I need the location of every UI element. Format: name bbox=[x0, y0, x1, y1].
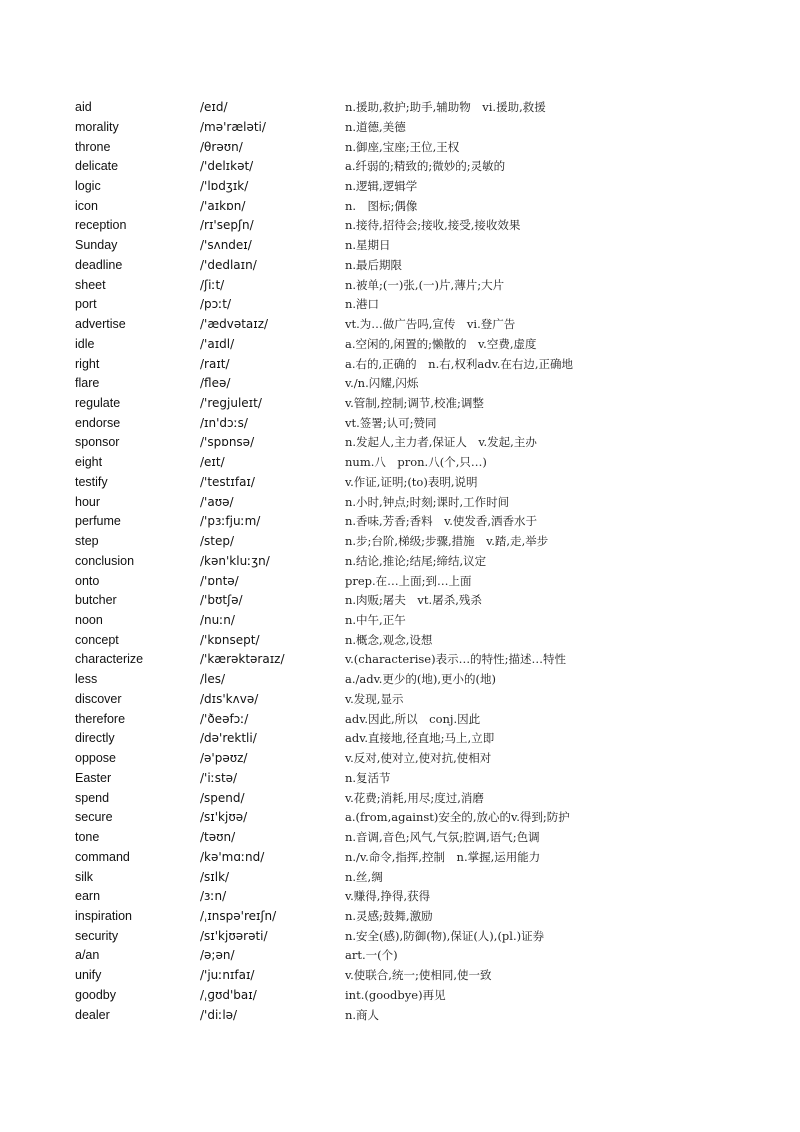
word: aid bbox=[75, 100, 92, 114]
word: earn bbox=[75, 889, 101, 904]
definition: n.概念,观念,设想 bbox=[345, 632, 433, 647]
phonetic: /eɪd/ bbox=[200, 100, 228, 114]
definition: n./v.命令,指挥,控制 n.掌握,运用能力 bbox=[345, 849, 541, 864]
word: eight bbox=[75, 455, 103, 470]
vocab-row bbox=[0, 807, 800, 827]
phonetic: /'aɪdl/ bbox=[200, 336, 235, 351]
vocab-row bbox=[0, 235, 800, 255]
word: concept bbox=[75, 632, 119, 647]
phonetic: /ə;ən/ bbox=[200, 948, 235, 963]
vocab-row bbox=[0, 867, 800, 887]
definition: v.花费;消耗,用尽;度过,消磨 bbox=[345, 790, 484, 805]
vocab-row bbox=[0, 728, 800, 748]
definition: v.使联合,统一;使相同,使一致 bbox=[345, 968, 492, 983]
word: Easter bbox=[75, 770, 112, 785]
vocab-row bbox=[0, 176, 800, 196]
phonetic: /də'rektli/ bbox=[200, 731, 257, 746]
vocab-row bbox=[0, 926, 800, 946]
definition: int.(goodbye)再见 bbox=[345, 987, 446, 1002]
phonetic: /'spɒnsə/ bbox=[200, 435, 255, 450]
phonetic: /'regjuleɪt/ bbox=[200, 395, 262, 410]
phonetic: /pɔːt/ bbox=[200, 297, 232, 312]
definition: prep.在…上面;到…上面 bbox=[345, 573, 472, 588]
definition: a.(from,against)安全的,放心的v.得到;防护 bbox=[345, 810, 570, 825]
definition: n.星期日 bbox=[345, 238, 391, 253]
word: advertise bbox=[75, 317, 126, 331]
vocab-row bbox=[0, 413, 800, 433]
phonetic: /rɪ'sepʃn/ bbox=[200, 218, 254, 233]
word: flare bbox=[75, 376, 100, 391]
word: directly bbox=[75, 731, 115, 746]
definition: n.商人 bbox=[345, 1007, 380, 1022]
word: logic bbox=[75, 178, 101, 193]
phonetic: /ɜːn/ bbox=[200, 889, 227, 904]
vocab-row bbox=[0, 137, 800, 157]
word: Sunday bbox=[75, 238, 118, 253]
phonetic: /'pɜːfjuːm/ bbox=[200, 514, 261, 529]
vocab-row bbox=[0, 709, 800, 729]
definition: num.八 pron.八(个,只…) bbox=[345, 455, 487, 470]
word: right bbox=[75, 356, 100, 371]
definition: n.道德,美德 bbox=[345, 119, 406, 134]
vocab-row bbox=[0, 432, 800, 452]
definition: n.音调,音色;风气,气氛;腔调,语气;色调 bbox=[345, 830, 540, 844]
word: onto bbox=[75, 573, 100, 588]
phonetic: /'testɪfaɪ/ bbox=[200, 474, 255, 489]
word: noon bbox=[75, 613, 103, 627]
word: step bbox=[75, 534, 99, 549]
word: icon bbox=[75, 198, 98, 213]
vocab-row bbox=[0, 788, 800, 808]
phonetic: /les/ bbox=[200, 672, 226, 687]
phonetic: /'delɪkət/ bbox=[200, 159, 254, 174]
phonetic: /təʊn/ bbox=[200, 830, 236, 844]
vocab-row bbox=[0, 748, 800, 768]
phonetic: /'kærəktəraɪz/ bbox=[200, 652, 285, 667]
vocab-row bbox=[0, 97, 800, 117]
phonetic: /'kɒnsept/ bbox=[200, 632, 260, 647]
vocab-row bbox=[0, 373, 800, 393]
phonetic: /θrəʊn/ bbox=[200, 139, 243, 154]
definition: n.步;台阶,梯级;步骤,措施 v.踏,走,举步 bbox=[345, 534, 549, 549]
vocab-row bbox=[0, 827, 800, 847]
phonetic: /ʃiːt/ bbox=[200, 277, 225, 292]
definition: v.赚得,挣得,获得 bbox=[345, 889, 431, 904]
phonetic: /fleə/ bbox=[200, 376, 231, 391]
vocab-row bbox=[0, 156, 800, 176]
vocab-row bbox=[0, 196, 800, 216]
definition: n.逻辑,逻辑学 bbox=[345, 178, 418, 193]
phonetic: /'bʊtʃə/ bbox=[200, 593, 243, 608]
word: spend bbox=[75, 790, 110, 805]
word: perfume bbox=[75, 514, 121, 529]
definition: art.一(个) bbox=[345, 948, 398, 963]
definition: v.发现,显示 bbox=[345, 691, 404, 706]
definition: n.港口 bbox=[345, 297, 380, 312]
definition: n.灵感;鼓舞,激励 bbox=[345, 908, 433, 923]
word: less bbox=[75, 672, 98, 687]
definition: n.肉贩;屠夫 vt.屠杀,残杀 bbox=[345, 593, 482, 608]
word: butcher bbox=[75, 593, 117, 608]
word: port bbox=[75, 297, 97, 312]
word: throne bbox=[75, 139, 111, 154]
phonetic: /'aɪkɒn/ bbox=[200, 198, 246, 213]
vocab-row bbox=[0, 590, 800, 610]
definition: a.右的,正确的 n.右,权利adv.在右边,正确地 bbox=[345, 356, 574, 371]
definition: adv.直接地,径直地;马上,立即 bbox=[345, 731, 495, 746]
word: silk bbox=[75, 869, 94, 884]
word: unify bbox=[75, 968, 102, 983]
definition: vt.签署;认可;赞同 bbox=[345, 415, 437, 430]
definition: n.御座,宝座;王位,王权 bbox=[345, 139, 460, 154]
definition: v.管制,控制;调节,校准;调整 bbox=[345, 395, 484, 410]
phonetic: /nuːn/ bbox=[200, 613, 235, 627]
word: discover bbox=[75, 691, 122, 706]
phonetic: /'diːlə/ bbox=[200, 1007, 238, 1022]
word: regulate bbox=[75, 395, 121, 410]
word: reception bbox=[75, 218, 127, 233]
vocab-row bbox=[0, 965, 800, 985]
definition: a./adv.更少的(地),更小的(地) bbox=[345, 672, 496, 687]
definition: n.援助,救护;助手,辅助物 vi.援助,救援 bbox=[345, 100, 546, 114]
word: idle bbox=[75, 336, 95, 351]
word: sponsor bbox=[75, 435, 120, 450]
vocab-row bbox=[0, 314, 800, 334]
word: endorse bbox=[75, 415, 121, 430]
vocab-row bbox=[0, 571, 800, 591]
phonetic: /kə'mɑːnd/ bbox=[200, 849, 265, 864]
word: goodby bbox=[75, 987, 117, 1002]
vocab-row bbox=[0, 531, 800, 551]
phonetic: /'aʊə/ bbox=[200, 494, 234, 509]
word: hour bbox=[75, 494, 101, 509]
definition: v.(characterise)表示…的特性;描述…特性 bbox=[345, 652, 566, 667]
definition: n.接待,招待会;接收,接受,接收效果 bbox=[345, 218, 521, 233]
word: a/an bbox=[75, 948, 100, 963]
vocab-row bbox=[0, 610, 800, 630]
vocab-row bbox=[0, 945, 800, 965]
definition: n. 图标;偶像 bbox=[345, 198, 418, 213]
vocab-row bbox=[0, 689, 800, 709]
phonetic: /sɪ'kjʊərəti/ bbox=[200, 928, 268, 943]
definition: adv.因此,所以 conj.因此 bbox=[345, 711, 481, 726]
vocab-row bbox=[0, 847, 800, 867]
phonetic: /sɪlk/ bbox=[200, 869, 230, 884]
definition: vt.为…做广告吗,宣传 vi.登广告 bbox=[345, 317, 516, 331]
phonetic: /mə'ræləti/ bbox=[200, 119, 266, 134]
phonetic: /'juːnɪfaɪ/ bbox=[200, 968, 255, 983]
vocab-row bbox=[0, 354, 800, 374]
definition: n.最后期限 bbox=[345, 257, 403, 272]
vocab-row bbox=[0, 334, 800, 354]
definition: n.复活节 bbox=[345, 770, 391, 785]
phonetic: /ˌɡʊd'baɪ/ bbox=[200, 987, 257, 1002]
phonetic: /sɪ'kjʊə/ bbox=[200, 810, 248, 825]
phonetic: /'ðeəfɔː/ bbox=[200, 711, 249, 726]
vocab-row bbox=[0, 768, 800, 788]
vocab-row bbox=[0, 215, 800, 235]
vocab-row bbox=[0, 393, 800, 413]
definition: v.反对,使对立,使对抗,使相对 bbox=[345, 751, 492, 766]
word: oppose bbox=[75, 751, 117, 766]
vocab-row bbox=[0, 472, 800, 492]
vocab-row bbox=[0, 906, 800, 926]
word: sheet bbox=[75, 277, 106, 292]
phonetic: /kən'kluːʒn/ bbox=[200, 553, 270, 568]
vocab-row bbox=[0, 294, 800, 314]
word: dealer bbox=[75, 1007, 110, 1022]
definition: n.丝,绸 bbox=[345, 869, 383, 884]
phonetic: /ɪn'dɔːs/ bbox=[200, 415, 248, 430]
definition: n.香味,芳香;香料 v.使发香,洒香水于 bbox=[345, 514, 538, 529]
vocab-row bbox=[0, 985, 800, 1005]
phonetic: /'lɒdʒɪk/ bbox=[200, 178, 249, 193]
vocab-row bbox=[0, 1005, 800, 1025]
vocab-row bbox=[0, 886, 800, 906]
definition: v.作证,证明;(to)表明,说明 bbox=[345, 474, 478, 489]
phonetic: /spend/ bbox=[200, 790, 245, 805]
word: conclusion bbox=[75, 553, 135, 568]
definition: a.空闲的,闲置的;懒散的 v.空费,虚度 bbox=[345, 336, 537, 351]
word: security bbox=[75, 928, 119, 943]
phonetic: /'sʌndeɪ/ bbox=[200, 238, 252, 253]
definition: a.纤弱的;精致的;微妙的;灵敏的 bbox=[345, 159, 506, 174]
word: morality bbox=[75, 119, 119, 134]
phonetic: /ə'pəʊz/ bbox=[200, 751, 248, 766]
vocab-row bbox=[0, 255, 800, 275]
phonetic: /step/ bbox=[200, 534, 235, 549]
word: inspiration bbox=[75, 908, 132, 923]
word: characterize bbox=[75, 652, 144, 667]
definition: n.中午,正午 bbox=[345, 613, 406, 627]
vocab-row bbox=[0, 117, 800, 137]
vocab-row bbox=[0, 511, 800, 531]
word: testify bbox=[75, 474, 108, 489]
word: delicate bbox=[75, 159, 119, 174]
definition: n.结论,推论;结尾;缔结,议定 bbox=[345, 553, 487, 568]
phonetic: /ˌɪnspə'reɪʃn/ bbox=[200, 908, 277, 923]
phonetic: /'ɒntə/ bbox=[200, 573, 239, 588]
vocab-row bbox=[0, 669, 800, 689]
phonetic: /'dedlaɪn/ bbox=[200, 257, 257, 272]
vocab-row bbox=[0, 630, 800, 650]
phonetic: /'iːstə/ bbox=[200, 770, 238, 785]
vocab-row bbox=[0, 452, 800, 472]
vocab-row bbox=[0, 551, 800, 571]
vocab-row bbox=[0, 649, 800, 669]
word: deadline bbox=[75, 257, 123, 272]
word: command bbox=[75, 849, 130, 864]
phonetic: /'ædvətaɪz/ bbox=[200, 317, 269, 331]
word: therefore bbox=[75, 711, 126, 726]
phonetic: /eɪt/ bbox=[200, 455, 225, 470]
vocab-row bbox=[0, 275, 800, 295]
definition: n.安全(感),防御(物),保证(人),(pl.)证券 bbox=[345, 928, 545, 943]
definition: v./n.闪耀,闪烁 bbox=[345, 376, 419, 391]
definition: n.被单;(一)张,(一)片,薄片;大片 bbox=[345, 277, 505, 292]
definition: n.小时,钟点;时刻;课时,工作时间 bbox=[345, 494, 510, 509]
definition: n.发起人,主力者,保证人 v.发起,主办 bbox=[345, 435, 537, 450]
phonetic: /dɪs'kʌvə/ bbox=[200, 691, 259, 706]
phonetic: /raɪt/ bbox=[200, 356, 230, 371]
word: secure bbox=[75, 810, 113, 825]
vocab-row bbox=[0, 492, 800, 512]
word: tone bbox=[75, 830, 100, 844]
